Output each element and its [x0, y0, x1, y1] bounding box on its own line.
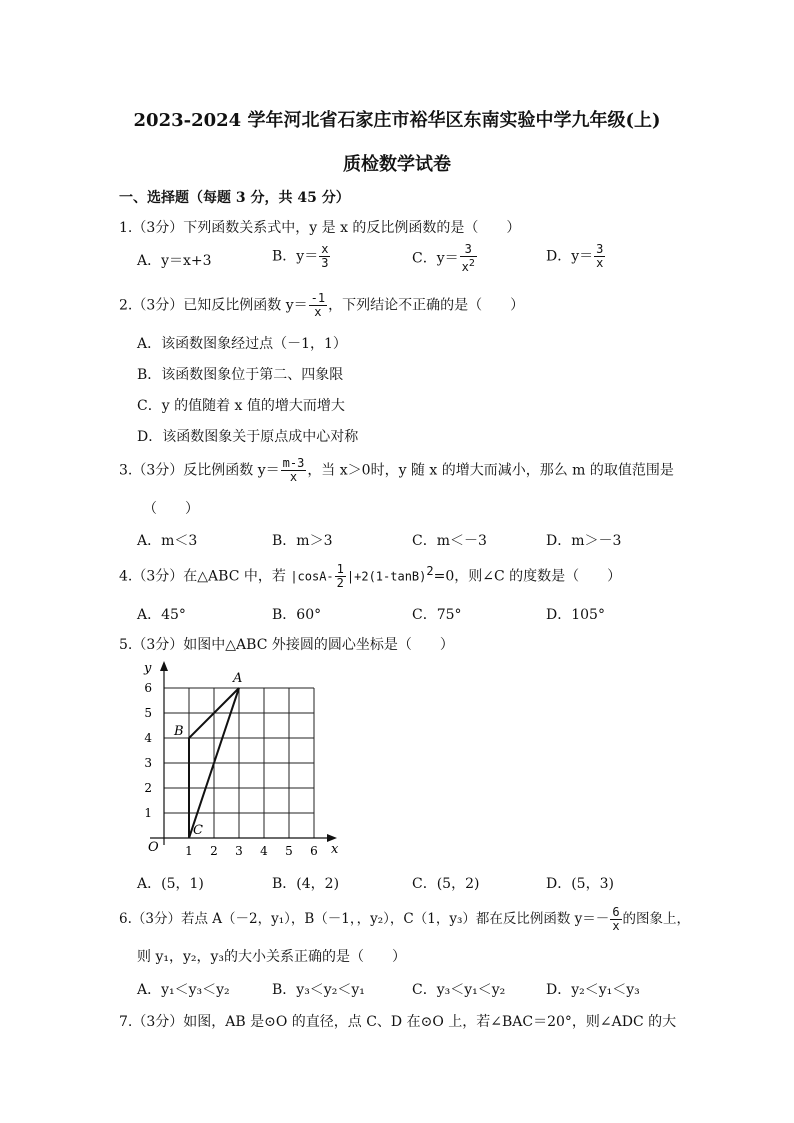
- point-a-label: A: [233, 671, 243, 686]
- question-2-option-c: C．y 的值随着 x 值的增大而增大: [137, 398, 345, 414]
- y-tick-label: 6: [144, 681, 152, 695]
- y-tick-label: 1: [144, 806, 152, 820]
- x-tick-labels: [185, 844, 318, 858]
- x-tick-label: 1: [185, 844, 193, 858]
- question-4-stem: 4.（3分）在△ABC 中，若 |cosA- $\frac{1}{2}$ $|+2(1-\tan B)^2=0$，则∠C 的度数是（ ）: [119, 562, 622, 590]
- question-4-option-b: B．60°: [272, 607, 322, 623]
- question-5-option-b: B．(4，2): [272, 876, 340, 892]
- point-b-label: B: [174, 724, 184, 739]
- x-tick-label: 5: [285, 844, 293, 858]
- question-6-stem-line2: 则 y₁，y₂，y₃的大小关系正确的是（ ）: [137, 949, 407, 965]
- question-2-option-a: A．该函数图象经过点（－1，1）: [137, 336, 347, 352]
- x-tick-label: 2: [210, 844, 218, 858]
- y-tick-labels: [144, 681, 152, 820]
- question-1-option-d: D．y＝ $\frac{3}{x}$: [546, 242, 604, 270]
- exam-title-line2: 质检数学试卷: [343, 154, 451, 175]
- origin-label: O: [148, 840, 159, 855]
- y-tick-label: 2: [144, 781, 152, 795]
- question-1-stem: 1.（3分）下列函数关系式中，y 是 x 的反比例函数的是（ ）: [119, 220, 521, 236]
- question-4-option-c: C．75°: [412, 607, 462, 623]
- question-3-option-b: B．m＞3: [272, 533, 333, 549]
- x-tick-label: 3: [235, 844, 243, 858]
- question-2-stem: 2.（3分）已知反比例函数 y＝ $\frac{-1}{x}$ ，下列结论不正确的是（ ）: [119, 291, 525, 319]
- y-tick-label: 5: [144, 706, 152, 720]
- question-3-option-d: D．m＞－3: [546, 533, 622, 549]
- question-3-stem: 3.（3分）反比例函数 y＝ $\frac{m-3}{x}$ ，当 x＞0时，y 随 x 的增大而减小，那么 m 的取值范围是: [119, 456, 674, 484]
- x-tick-label: 6: [310, 844, 318, 858]
- y-tick-label: 4: [144, 731, 152, 745]
- question-1-option-b: B．y＝ $\frac{x}{3}$: [272, 242, 329, 270]
- coordinate-grid-figure: [130, 655, 350, 860]
- question-6-stem: 6.（3分）若点 A（－2，y₁），B（－1，，y₂），C（1，y₃）都在反比例函数 y＝－ $\frac{6}{x}$ 的图象上，: [119, 905, 691, 933]
- question-5-option-a: A．(5，1): [137, 876, 204, 892]
- question-2-option-d: D．该函数图象关于原点成中心对称: [137, 429, 359, 445]
- question-2-option-b: B．该函数图象位于第二、四象限: [137, 367, 344, 383]
- grid-lines: [164, 688, 314, 838]
- question-6-option-a: A．y₁＜y₃＜y₂: [137, 982, 230, 998]
- question-5-option-c: C．(5，2): [412, 876, 480, 892]
- question-7-stem: 7.（3分）如图，AB 是⊙O 的直径，点 C、D 在⊙O 上，若∠BAC＝20°，则∠ADC 的大: [119, 1014, 677, 1030]
- x-axis-arrow-icon: [327, 834, 337, 842]
- y-axis-arrow-icon: [160, 661, 168, 671]
- exam-title-line1: 2023-2024 学年河北省石家庄市裕华区东南实验中学九年级(上): [133, 110, 661, 131]
- section-heading: 一、选择题（每题 3 分，共 45 分）: [119, 190, 350, 206]
- question-3-option-c: C．m＜－3: [412, 533, 487, 549]
- question-5-stem: 5.（3分）如图中△ABC 外接圆的圆心坐标是（ ）: [119, 637, 454, 653]
- question-4-option-d: D．105°: [546, 607, 605, 623]
- question-1-option-a: A．y＝x+3: [137, 253, 212, 269]
- x-axis-label: x: [331, 842, 339, 857]
- y-axis-label: y: [144, 661, 152, 676]
- question-6-option-c: C．y₃＜y₁＜y₂: [412, 982, 506, 998]
- question-3-paren: （ ）: [143, 501, 199, 517]
- y-tick-label: 3: [144, 756, 152, 770]
- question-5-option-d: D．(5，3): [546, 876, 614, 892]
- question-3-option-a: A．m＜3: [137, 533, 198, 549]
- question-6-option-b: B．y₃＜y₂＜y₁: [272, 982, 365, 998]
- point-c-label: C: [193, 823, 203, 838]
- question-6-option-d: D．y₂＜y₁＜y₃: [546, 982, 640, 998]
- x-tick-label: 4: [260, 844, 268, 858]
- question-4-option-a: A．45°: [137, 607, 186, 623]
- question-1-option-c: C．y＝ $\frac{3}{x^2}$: [412, 242, 475, 274]
